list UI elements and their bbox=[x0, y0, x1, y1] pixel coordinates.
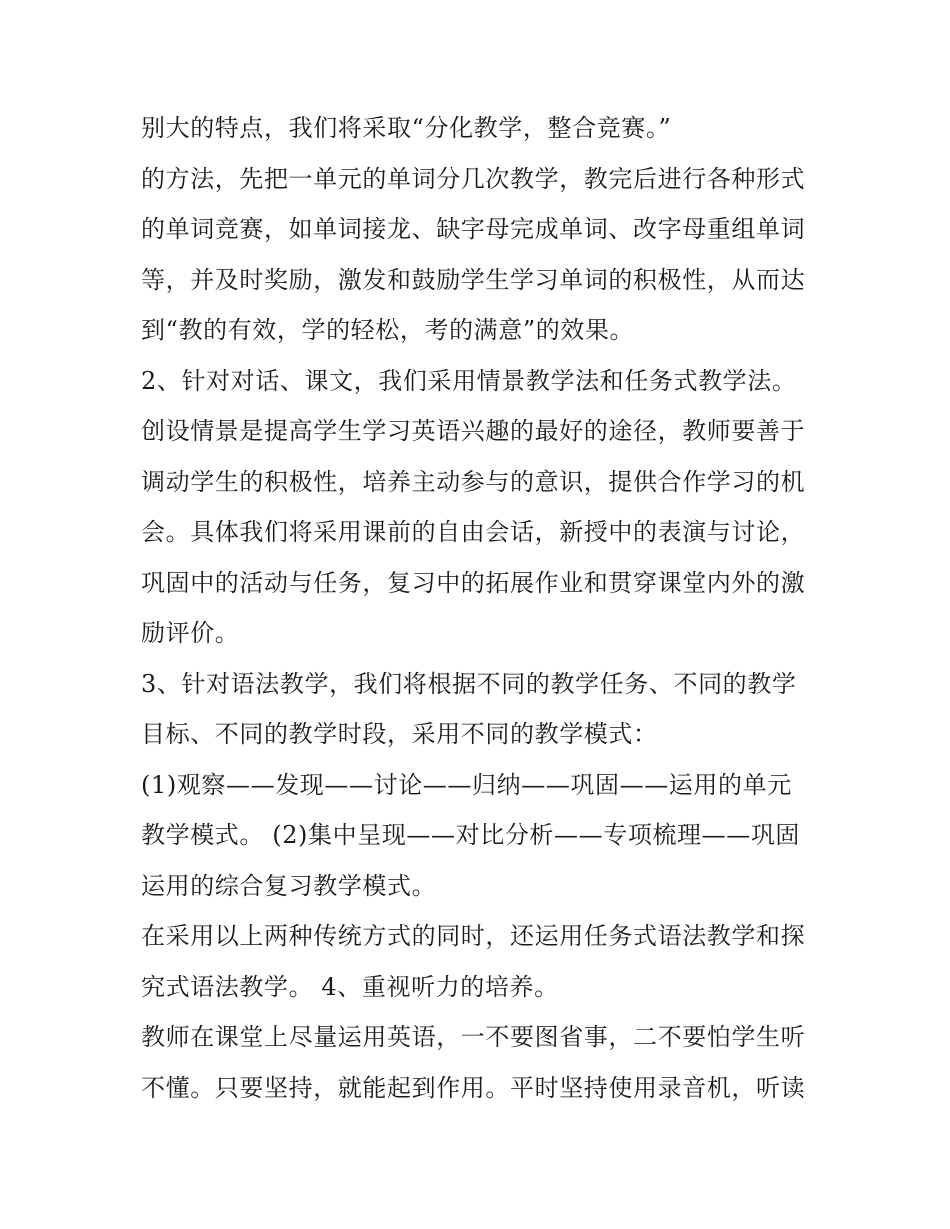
text-line: 3、针对语法教学，我们将根据不同的教学任务、不同的教学 bbox=[141, 670, 797, 698]
text-line: 运用的综合复习教学模式。 bbox=[141, 872, 437, 900]
text-line: 的单词竞赛，如单词接龙、缺字母完成单词、改字母重组单词 bbox=[141, 215, 806, 243]
text-line: 目标、不同的教学时段，采用不同的教学模式： bbox=[141, 720, 658, 748]
text-line: (1)观察——发现——讨论——归纳——巩固——运用的单元 bbox=[141, 771, 792, 799]
text-line: 的方法，先把一单元的单词分几次教学，教完后进行各种形式 bbox=[141, 165, 806, 193]
text-line: 巩固中的活动与任务，复习中的拓展作业和贯穿课堂内外的激 bbox=[141, 569, 806, 597]
text-line: 教学模式。 (2)集中呈现——对比分析——专项梳理——巩固 bbox=[141, 821, 801, 849]
text-line: 别大的特点，我们将采取“分化教学，整合竞赛。” bbox=[141, 114, 672, 142]
text-line: 不懂。只要坚持，就能起到作用。平时坚持使用录音机，听读 bbox=[141, 1074, 806, 1102]
text-line: 究式语法教学。 4、重视听力的培养。 bbox=[141, 973, 559, 1001]
text-line: 励评价。 bbox=[141, 619, 240, 647]
text-line: 到“教的有效，学的轻松，考的满意”的效果。 bbox=[141, 316, 635, 344]
text-line: 教师在课堂上尽量运用英语，一不要图省事，二不要怕学生听 bbox=[141, 1023, 806, 1051]
text-line: 会。具体我们将采用课前的自由会话，新授中的表演与讨论， bbox=[141, 518, 806, 546]
text-line: 创设情景是提高学生学习英语兴趣的最好的途径，教师要善于 bbox=[141, 417, 806, 445]
text-line: 等，并及时奖励，激发和鼓励学生学习单词的积极性，从而达 bbox=[141, 266, 806, 294]
text-line: 2、针对对话、课文，我们采用情景教学法和任务式教学法。 bbox=[141, 367, 797, 395]
text-line: 在采用以上两种传统方式的同时，还运用任务式语法教学和探 bbox=[141, 922, 806, 950]
text-line: 调动学生的积极性，培养主动参与的意识，提供合作学习的机 bbox=[141, 468, 806, 496]
